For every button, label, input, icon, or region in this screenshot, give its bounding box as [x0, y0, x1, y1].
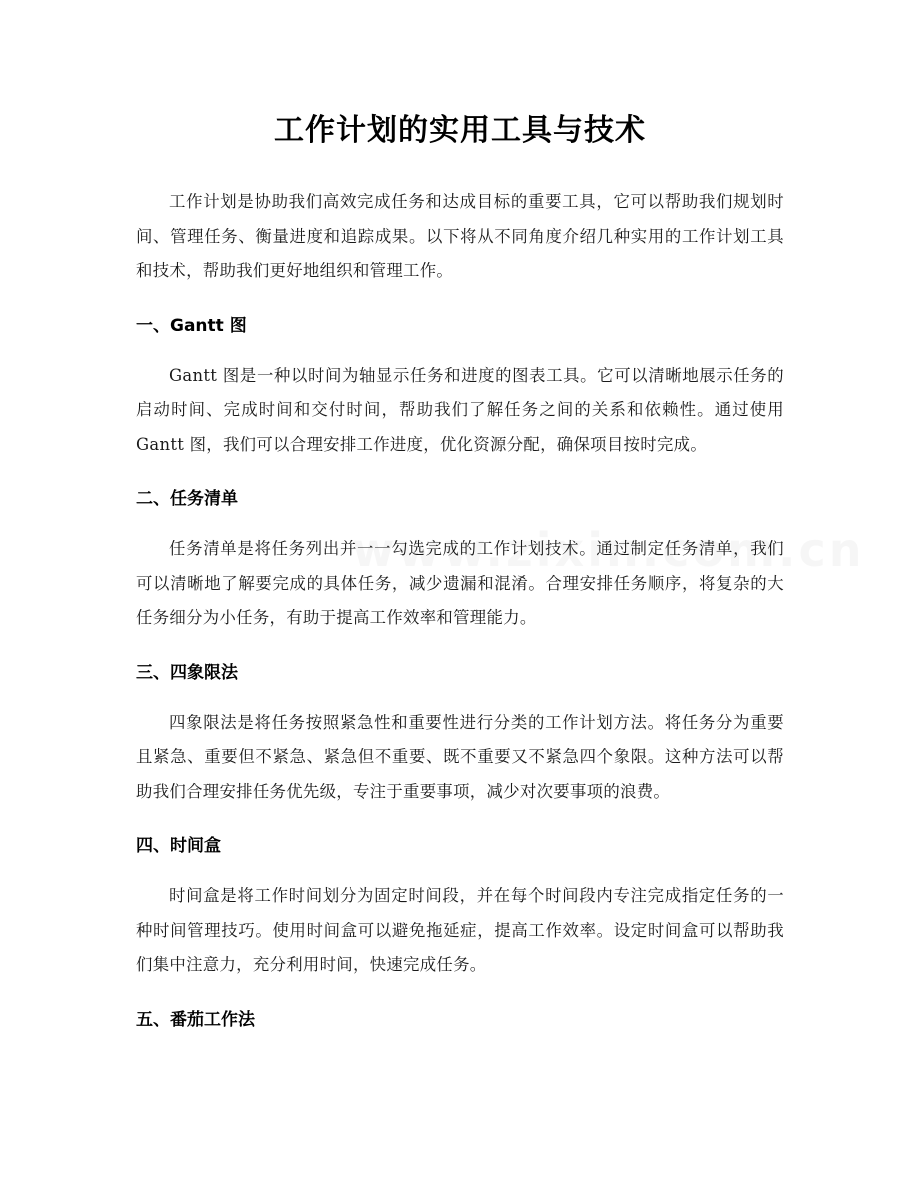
section-heading: 四、时间盒: [136, 836, 221, 856]
section-body: 任务清单是将任务列出并一一勾选完成的工作计划技术。通过制定任务清单，我们可以清晰地了解要完成的具体任务，减少遗漏和混淆。合理安排任务顺序，将复杂的大任务细分为小任务，有助于提高工作效率和管理能力。: [136, 539, 784, 627]
section-pomodoro: [136, 1005, 784, 1035]
section-heading: 二、任务清单: [136, 489, 238, 509]
section-heading: 一、Gantt 图: [136, 315, 247, 336]
section-four-quadrants: [136, 658, 784, 810]
intro-paragraph: 工作计划是协助我们高效完成任务和达成目标的重要工具，它可以帮助我们规划时间、管理任务、衡量进度和追踪成果。以下将从不同角度介绍几种实用的工作计划工具和技术，帮助我们更好地组织和管理工作。: [136, 192, 784, 280]
section-timebox: [136, 831, 784, 983]
section-heading: 三、四象限法: [136, 662, 238, 683]
section-heading: 五、番茄工作法: [136, 1009, 255, 1030]
section-body: Gantt 图是一种以时间为轴显示任务和进度的图表工具。它可以清晰地展示任务的启动时间、完成时间和交付时间，帮助我们了解任务之间的关系和依赖性。通过使用 Gantt 图，我们可以合理安排工作进度，优化资源分配，确保项目按时完成。: [136, 365, 784, 454]
section-body: 时间盒是将工作时间划分为固定时间段，并在每个时间段内专注完成指定任务的一种时间管理技巧。使用时间盒可以避免拖延症，提高工作效率。设定时间盒可以帮助我们集中注意力，充分利用时间，快速完成任务。: [136, 886, 784, 974]
section-gantt: [136, 311, 784, 463]
section-task-list: [136, 484, 784, 636]
section-body: 四象限法是将任务按照紧急性和重要性进行分类的工作计划方法。将任务分为重要且紧急、重要但不紧急、紧急但不重要、既不重要又不紧急四个象限。这种方法可以帮助我们合理安排任务优先级，专注于重要事项，减少对次要事项的浪费。: [136, 712, 784, 801]
document-title: 工作计划的实用工具与技术: [274, 113, 646, 148]
